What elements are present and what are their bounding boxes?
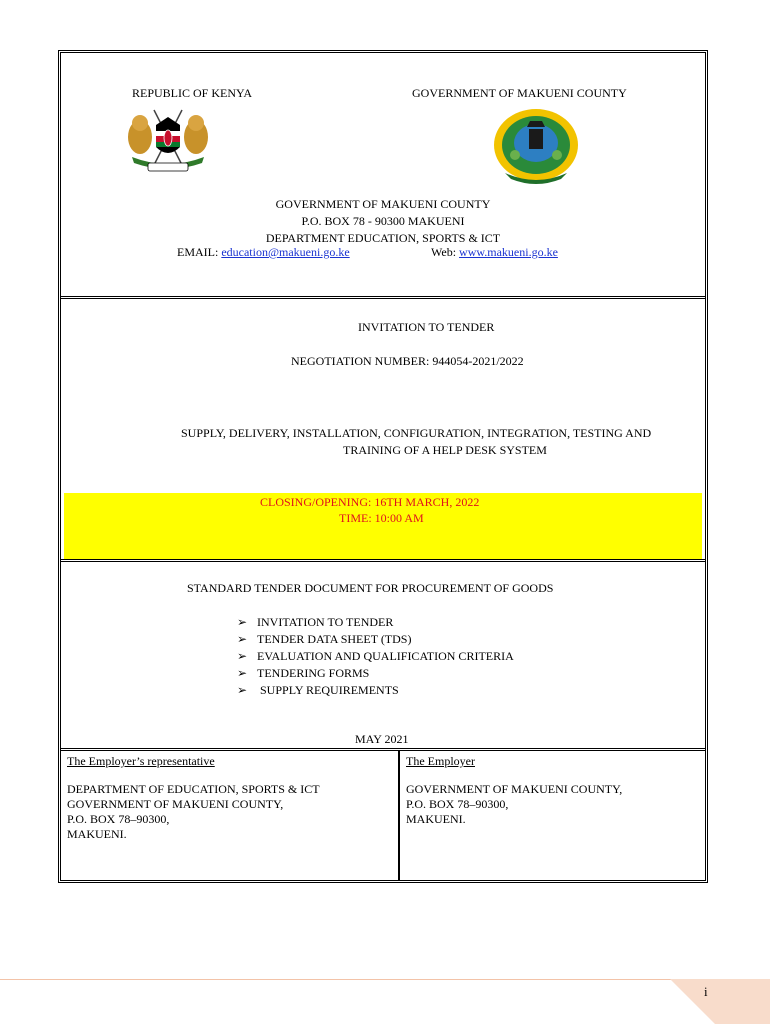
arrow-bullet-icon: ➢	[237, 632, 248, 646]
tender-subject-line2: TRAINING OF A HELP DESK SYSTEM	[343, 443, 547, 457]
arrow-bullet-icon: ➢	[237, 649, 248, 663]
employer-heading: The Employer	[406, 754, 475, 768]
employer-rep-heading: The Employer’s representative	[67, 754, 215, 768]
tender-subject-line1: SUPPLY, DELIVERY, INSTALLATION, CONFIGURATION, INTEGRATION, TESTING AND	[181, 426, 652, 440]
employer-address: GOVERNMENT OF MAKUENI COUNTY, P.O. BOX 78–90300, MAKUENI.	[406, 782, 623, 826]
closing-date: CLOSING/OPENING: 16TH MARCH, 2022	[260, 495, 480, 509]
arrow-bullet-icon: ➢	[237, 666, 248, 680]
column-divider	[398, 750, 400, 880]
web-link[interactable]: www.makueni.go.ke	[459, 245, 558, 259]
email-link[interactable]: education@makueni.go.ke	[221, 245, 350, 259]
arrow-bullet-icon: ➢	[237, 615, 248, 629]
list-item: ➢ TENDER DATA SHEET (TDS)	[237, 632, 412, 646]
republic-title: REPUBLIC OF KENYA	[132, 86, 253, 100]
address-block	[61, 196, 705, 247]
section-divider	[61, 296, 705, 299]
web-line	[431, 246, 558, 258]
footer-tab	[670, 979, 770, 1024]
address-line: DEPARTMENT EDUCATION, SPORTS & ICT	[265, 231, 501, 245]
address-line: P.O. BOX 78 - 90300 MAKUENI	[301, 214, 465, 228]
standard-doc-title: STANDARD TENDER DOCUMENT FOR PROCUREMENT OF GOODS	[187, 581, 554, 595]
negotiation-number: NEGOTIATION NUMBER: 944054-2021/2022	[291, 354, 524, 368]
makueni-county-seal-icon	[487, 107, 585, 187]
page-number: i	[704, 984, 708, 999]
county-title: GOVERNMENT OF MAKUENI COUNTY	[412, 86, 627, 100]
document-date: MAY 2021	[355, 732, 409, 746]
section-divider	[61, 748, 705, 751]
arrow-bullet-icon: ➢	[237, 683, 248, 697]
contents-list	[237, 614, 514, 699]
email-label: EMAIL:	[177, 245, 222, 259]
list-item: ➢ EVALUATION AND QUALIFICATION CRITERIA	[237, 649, 514, 663]
list-item: ➢ TENDERING FORMS	[237, 666, 370, 680]
contact-line	[177, 246, 350, 258]
list-item: ➢ SUPPLY REQUIREMENTS	[237, 683, 399, 697]
employer-rep-address: DEPARTMENT OF EDUCATION, SPORTS & ICT GOVERNMENT OF MAKUENI COUNTY, P.O. BOX 78–90300, MAKUENI.	[67, 782, 320, 841]
closing-time: TIME: 10:00 AM	[339, 511, 424, 525]
list-item: ➢ INVITATION TO TENDER	[237, 615, 394, 629]
web-label: Web:	[431, 245, 460, 259]
invitation-title: INVITATION TO TENDER	[358, 320, 495, 334]
footer-rule	[0, 979, 770, 980]
kenya-coat-of-arms-icon	[118, 105, 218, 175]
address-line: GOVERNMENT OF MAKUENI COUNTY	[275, 197, 491, 211]
section-divider	[61, 559, 705, 562]
cover-frame	[58, 50, 708, 883]
